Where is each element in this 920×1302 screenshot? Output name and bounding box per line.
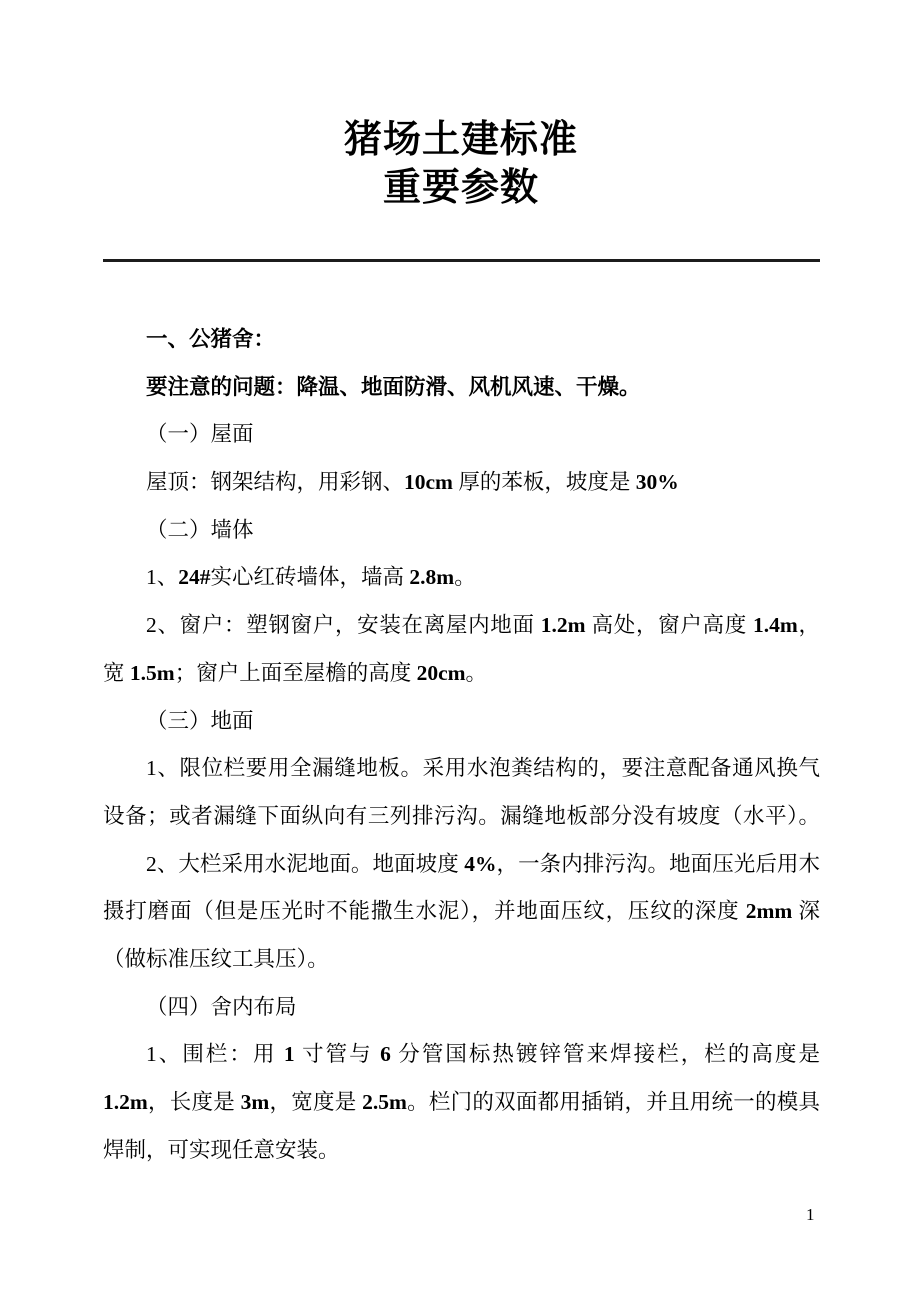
page-number: 1 — [806, 1205, 815, 1224]
text-segment: 1.4m — [752, 613, 798, 638]
text-segment: 10cm — [404, 470, 453, 495]
text-line — [103, 1079, 820, 1127]
text-line — [103, 459, 820, 507]
text-line — [103, 841, 820, 889]
text-line — [103, 554, 820, 602]
text-segment: 深 — [792, 899, 820, 924]
text-segment: 2.8m — [409, 565, 455, 590]
text-segment: 。栏门的双面都用插销，并且用统一的模具 — [406, 1090, 820, 1114]
text-segment: 1.2m — [103, 1090, 148, 1114]
text-segment: 高处，窗户高度 — [585, 613, 753, 638]
document-title — [102, 116, 820, 212]
text-segment: 1、围栏：用 — [146, 1042, 284, 1067]
text-segment: （做标准压纹工具压）。 — [103, 946, 329, 971]
text-segment: （一）屋面 — [146, 422, 254, 447]
text-segment: 6 — [380, 1042, 391, 1067]
text-line — [103, 888, 820, 936]
text-segment: ， — [797, 613, 820, 638]
title-line-1: 猪场土建标准 — [343, 119, 578, 161]
text-segment: 寸管与 — [294, 1042, 381, 1067]
text-segment: 2、窗户：塑钢窗户，安装在离屋内地面 — [146, 613, 541, 638]
title-line-2: 重要参数 — [382, 167, 539, 209]
text-line — [103, 507, 820, 555]
text-segment: 实心红砖墙体，墙高 — [210, 565, 410, 590]
text-segment: 分管国标热镀锌管来焊接栏，栏的高度是 — [390, 1042, 820, 1067]
text-line — [103, 650, 820, 698]
text-segment: 设备；或者漏缝下面纵向有三列排污沟。漏缝地板部分没有坡度（水平）。 — [103, 803, 820, 828]
text-segment: 4% — [464, 851, 497, 876]
text-segment: 2、大栏采用水泥地面。地面坡度 — [146, 851, 465, 876]
text-segment: 20cm — [416, 660, 466, 685]
text-segment: 1.5m — [129, 660, 175, 685]
document-body — [103, 316, 820, 1174]
text-line — [103, 698, 820, 746]
text-segment: （三）地面 — [146, 708, 254, 733]
text-segment: 要注意的问题：降温、地面防滑、风机风速、干燥。 — [146, 374, 641, 399]
text-segment: （四）舍内布局 — [146, 994, 297, 1019]
text-segment: 24# — [178, 565, 211, 590]
text-segment: ，一条内排污沟。地面压光后用木 — [496, 851, 820, 876]
text-line — [103, 602, 820, 650]
text-line — [103, 984, 820, 1032]
text-segment: 1 — [283, 1042, 295, 1067]
text-segment: 宽 — [103, 660, 130, 685]
title-rule — [103, 259, 820, 262]
text-segment: 摄打磨面（但是压光时不能撒生水泥），并地面压纹，压纹的深度 — [103, 899, 746, 924]
text-segment: 2mm — [745, 899, 793, 924]
text-line — [103, 1031, 820, 1079]
text-line — [103, 936, 820, 984]
text-segment: 焊制，可实现任意安装。 — [103, 1137, 340, 1162]
text-segment: 一、公猪舍： — [146, 327, 276, 351]
text-segment: （二）墙体 — [146, 517, 254, 542]
text-segment: ；窗户上面至屋檐的高度 — [174, 660, 417, 685]
text-segment: 。 — [465, 660, 488, 685]
text-line — [103, 411, 820, 459]
text-segment: 1.2m — [540, 613, 586, 638]
text-segment: 厚的苯板，坡度是 — [452, 470, 636, 495]
text-line — [103, 1127, 820, 1175]
text-line — [103, 745, 820, 793]
text-segment: 屋顶：钢架结构，用彩钢、 — [146, 470, 405, 495]
text-segment: 3m — [240, 1090, 270, 1114]
text-segment: ，长度是 — [147, 1090, 241, 1114]
text-segment: 1、 — [146, 565, 179, 590]
text-segment: 2.5m — [362, 1090, 407, 1114]
text-segment: 1、限位栏要用全漏缝地板。采用水泡粪结构的，要注意配备通风换气 — [146, 756, 820, 781]
text-line — [103, 793, 820, 841]
text-segment: ，宽度是 — [269, 1090, 363, 1114]
text-line — [103, 364, 820, 412]
text-line — [103, 316, 820, 364]
text-segment: 30% — [635, 470, 679, 495]
text-segment: 。 — [454, 565, 476, 590]
